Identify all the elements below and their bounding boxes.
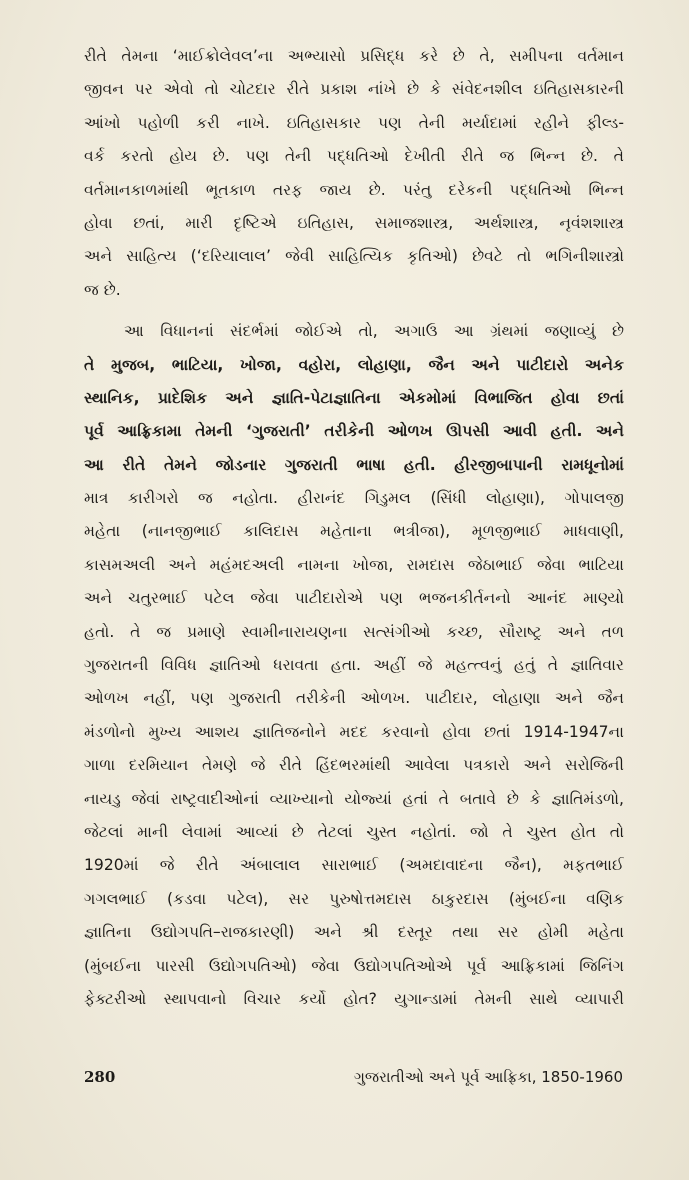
text-line: રીતે તેમના ‘માઈક્રોલેવલ’ના અભ્યાસો પ્રસિદ્ધ કરે છે તે, સમીપના વર્તમાન [84, 47, 624, 65]
text-line: જેટલાં માની લેવામાં આવ્યાં છે તેટલાં ચુસ્ત નહોતાં. જો તે ચુસ્ત હોત તો [84, 822, 624, 841]
paragraph-gap [84, 307, 624, 315]
text-line-emphasis: સ્થાનિક, પ્રાદેશિક અને જ્ઞાતિ-પેટાજ્ઞાતિના એકમોમાં વિભાજિત હોવા છતાં [84, 388, 624, 407]
text-line: ગગલભાઈ (કડવા પટેલ), સર પુરુષોત્તમદાસ ઠાકુરદાસ (મુંબઈના વણિક [84, 889, 624, 908]
running-title: ગુજરાતીઓ અને પૂર્વ આફ્રિકા, 1850-1960 [353, 1068, 623, 1086]
text-line: મંડળોનો મુખ્ય આશય જ્ઞાતિજનોને મદદ કરવાનો હોવા છતાં 1914-1947ના [84, 722, 624, 741]
body-text [84, 40, 624, 1016]
text-line: ફેક્ટરીઓ સ્થાપવાનો વિચાર કર્યો હોત? યુગાન્ડામાં તેમની સાથે વ્યાપારી [84, 989, 624, 1008]
text-line: જીવન પર એવો તો ચોટદાર રીતે પ્રકાશ નાંખે છે કે સંવેદનશીલ ઇતિહાસકારની [84, 80, 624, 99]
text-line: હતો. તે જ પ્રમાણે સ્વામીનારાયણના સત્સંગીઓ કચ્છ, સૌરાષ્ટ્ર અને તળ [84, 622, 624, 641]
paragraph-2 [84, 315, 624, 1016]
text-line: વર્તમાનકાળમાંથી ભૂતકાળ તરફ જાય છે. પરંતુ દરેકની પદ્ધતિઓ ભિન્ન [84, 180, 624, 199]
paragraph-1 [84, 40, 624, 307]
text-line: અને ચતુરભાઈ પટેલ જેવા પાટીદારોએ પણ ભજનકીર્તનનો આનંદ માણ્યો [84, 589, 624, 608]
text-line: 1920માં જે રીતે અંબાલાલ સારાભાઈ (અમદાવાદના જૈન), મફતભાઈ [84, 856, 624, 875]
text-line: આ વિધાનનાં સંદર્ભમાં જોઈએ તો, અગાઉ આ ગ્રંથમાં જણાવ્યું છે [124, 322, 624, 341]
text-line: કાસમઅલી અને મહંમદઅલી નામના ખોજા, રામદાસ જેઠાભાઈ જેવા ભાટિયા [84, 555, 624, 574]
text-line: ઓળખ નહીં, પણ ગુજરાતી તરીકેની ઓળખ. પાટીદાર, લોહાણા અને જૈન [84, 689, 624, 708]
text-line: માત્ર કારીગરો જ નહોતા. હીરાનંદ ગિડુમલ (સિંધી લોહાણા), ગોપાલજી [84, 489, 624, 508]
text-line: મહેતા (નાનજીભાઈ કાલિદાસ મહેતાના ભત્રીજા), મૂળજીભાઈ માધવાણી, [84, 522, 624, 541]
text-line: જ્ઞાતિના ઉદ્યોગપતિ–રાજકારણી) અને શ્રી દસ્તૂર તથા સર હોમી મહેતા [84, 923, 624, 942]
text-line: વર્ક કરતો હોય છે. પણ તેની પદ્ધતિઓ દેખીતી રીતે જ ભિન્ન છે. તે [84, 147, 624, 166]
text-line: અને સાહિત્ય (‘દરિયાલાલ’ જેવી સાહિત્યિક કૃતિઓ) છેવટે તો ભગિનીશાસ્ત્રો [84, 247, 624, 266]
text-line: ગાળા દરમિયાન તેમણે જે રીતે હિંદભરમાંથી આવેલા પત્રકારો અને સરોજિની [84, 756, 624, 775]
text-line-emphasis: પૂર્વ આફ્રિકામા તેમની ‘ગુજરાતી’ તરીકેની ઓળખ ઊપસી આવી હતી. અને [84, 422, 624, 441]
text-line: ગુજરાતની વિવિધ જ્ઞાતિઓ ધરાવતા હતા. અહીં જે મહત્ત્વનું હતું તે જ્ઞાતિવાર [84, 656, 624, 675]
text-line: હોવા છતાં, મારી દૃષ્ટિએ ઇતિહાસ, સમાજશાસ્ત્ર, અર્થશાસ્ત્ર, નૃવંશશાસ્ત્ર [84, 213, 624, 232]
text-line: જ છે. [84, 280, 121, 299]
text-line: આંખો પહોળી કરી નાખે. ઇતિહાસકાર પણ તેની મર્યાદામાં રહીને ફીલ્ડ- [84, 113, 624, 132]
text-line-emphasis: આ રીતે તેમને જોડનાર ગુજરાતી ભાષા હતી. હીરજીબાપાની રામધૂનોમાં [84, 455, 624, 474]
text-line-emphasis: તે મુજબ, ભાટિયા, ખોજા, વહોરા, લોહાણા, જૈન અને પાટીદારો અનેક [84, 355, 624, 374]
text-line: નાયડુ જેવાં રાષ્ટ્રવાદીઓનાં વ્યાખ્યાનો યોજ્યાં હતાં તે બતાવે છે કે જ્ઞાતિમંડળો, [84, 789, 624, 808]
page-number: 280 [84, 1068, 116, 1086]
text-line: (મુંબઈના પારસી ઉદ્યોગપતિઓ) જેવા ઉદ્યોગપતિઓએ પૂર્વ આફ્રિકામાં જિનિંગ [84, 956, 624, 975]
